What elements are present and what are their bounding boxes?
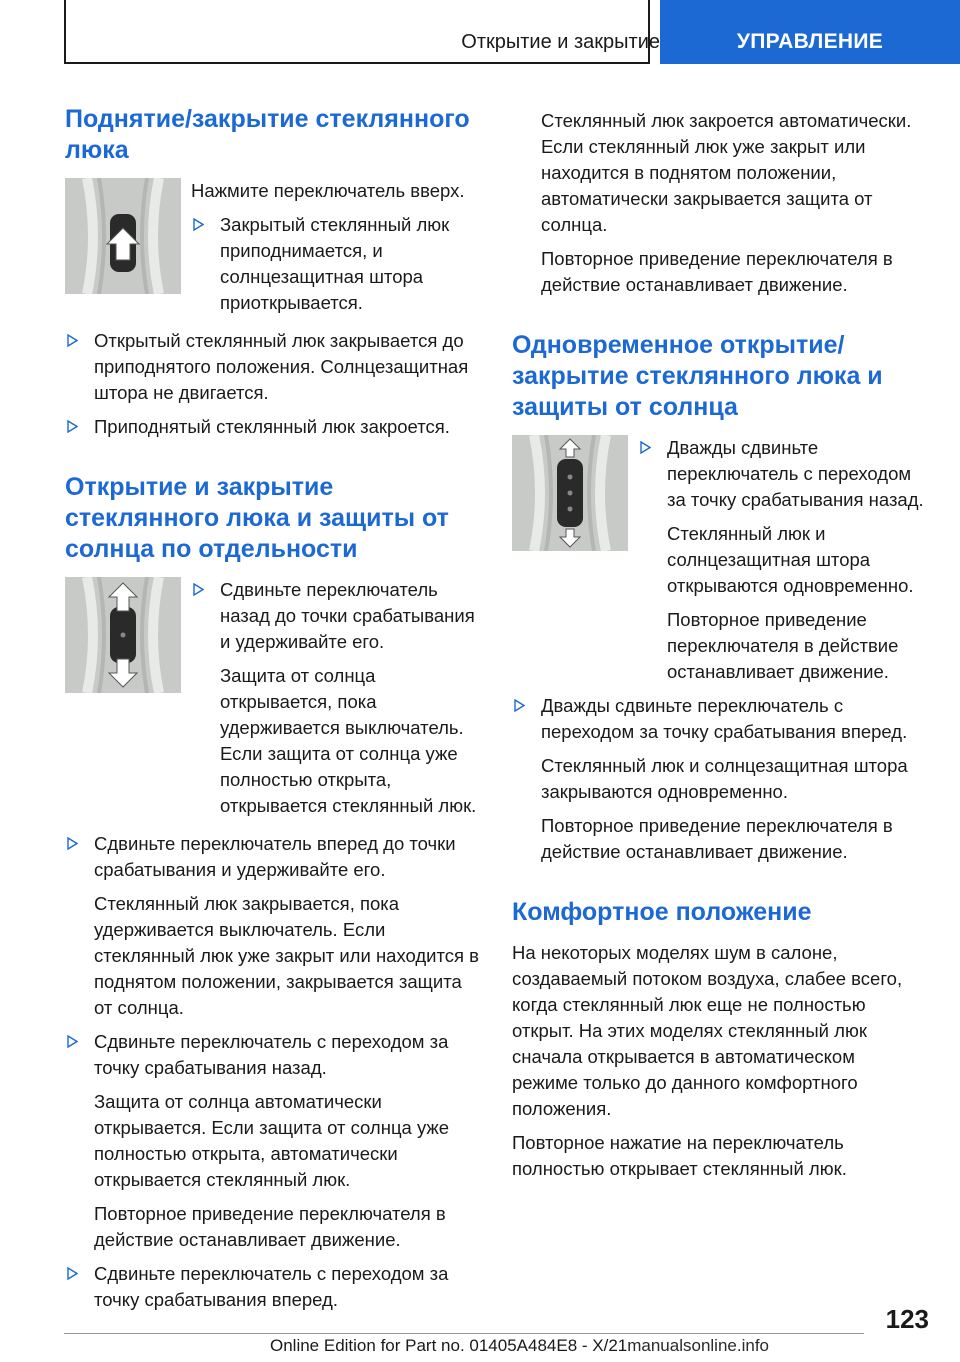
list-item (638, 435, 926, 685)
list-item (65, 328, 479, 406)
triangle-bullet-icon (640, 441, 651, 454)
list-item (65, 1261, 479, 1313)
list-item (191, 577, 479, 819)
sunroof-switch-double-arrows-icon (512, 435, 628, 551)
comfort-paragraph: Повторное нажатие на переключатель полностью открывает стеклянный люк. (512, 1132, 847, 1179)
triangle-bullet-icon (67, 334, 78, 347)
list-item-text: Закрытый стеклянный люк приподнимается, и солнцезащитная штора приоткрывается. (220, 214, 450, 313)
triangle-bullet-icon (514, 699, 525, 712)
footer-edition (270, 1336, 769, 1356)
raise-intro-text: Нажмите переключатель вверх. (191, 180, 465, 201)
continued-text: Повторное приведение переключателя в действие останавливает движение. (541, 248, 893, 295)
list-item (191, 212, 479, 316)
heading-separate-open-close: Открытие и закрытие стеклянного люка и защиты от солнца по отдельности (65, 473, 449, 563)
list-item-text: Повторное приведение переключателя в действие останавливает движение. (94, 1203, 446, 1250)
header-section-title: Открытие и закрытие (461, 31, 660, 53)
triangle-bullet-icon (193, 218, 204, 231)
list-item-text: Дважды сдвиньте переключатель с переходом за точку срабатывания назад. (667, 437, 924, 510)
list-item-text: Открытый стеклянный люк закрывается до приподнятого положения. Солнцезащитная штора не двигается. (94, 330, 469, 403)
triangle-bullet-icon (67, 837, 78, 850)
footer-divider (64, 1333, 864, 1334)
left-column (65, 104, 479, 1321)
triangle-bullet-icon (67, 1035, 78, 1048)
list-item-text: Дважды сдвиньте переключатель с переходом за точку срабатывания вперед. (541, 695, 908, 742)
comfort-paragraph: На некоторых моделях шум в салоне, создаваемый потоком воздуха, слабее всего, когда стеклянный люк еще не полностью открыт. На этих моделях стеклянный люк сначала открывается в автоматическом режиме только до данного комфортного положения. (512, 942, 903, 1119)
list-item-text: Повторное приведение переключателя в действие останавливает движение. (541, 815, 893, 862)
list-item (512, 693, 926, 865)
list-item (65, 831, 479, 1021)
right-column (512, 108, 926, 1190)
list-item-text: Сдвиньте переключатель с переходом за точку срабатывания назад. (94, 1031, 449, 1078)
triangle-bullet-icon (193, 583, 204, 596)
list-item-text: Сдвиньте переключатель с переходом за точку срабатывания вперед. (94, 1263, 449, 1310)
watermark-text: manualsonline.info (627, 1336, 769, 1355)
list-item-text: Сдвиньте переключатель вперед до точки срабатывания и удерживайте его. (94, 833, 456, 880)
header-chapter-tab: УПРАВЛЕНИЕ (660, 0, 960, 64)
triangle-bullet-icon (67, 1267, 78, 1280)
triangle-bullet-icon (67, 420, 78, 433)
edition-text: Online Edition for Part no. 01405A484E8 - X/21 (270, 1336, 628, 1355)
heading-simultaneous-open-close: Одновременное открытие/закрытие стеклянного люка и защиты от солнца (512, 331, 883, 421)
figure-row-separate (65, 577, 479, 819)
continued-text: Стеклянный люк закроется автоматически. Если стеклянный люк уже закрыт или находится в поднятом положении, автоматически закрывается защита от солнца. (541, 110, 912, 235)
list-item-text: Стеклянный люк закрывается, пока удерживается выключатель. Если стеклянный люк уже закрыт или находится в поднятом положении, закрывается защита от солнца. (94, 893, 480, 1018)
page-number: 123 (885, 1304, 929, 1334)
list-item (65, 1029, 479, 1253)
list-item-text: Сдвиньте переключатель назад до точки срабатывания и удерживайте его. (220, 579, 475, 652)
list-item-text: Стеклянный люк и солнцезащитная штора закрываются одновременно. (541, 755, 908, 802)
list-item-text: Повторное приведение переключателя в действие останавливает движение. (667, 609, 899, 682)
list-item-text: Приподнятый стеклянный люк закроется. (94, 416, 450, 437)
list-item (65, 414, 479, 440)
list-item-text: Защита от солнца автоматически открывается. Если защита от солнца уже полностью открыта, автоматически открывается стеклянный люк. (94, 1091, 450, 1190)
heading-comfort-position: Комфортное положение (512, 898, 812, 926)
sunroof-switch-up-arrow-icon (65, 178, 181, 294)
figure-row-raise (65, 178, 479, 316)
list-item-text: Стеклянный люк и солнцезащитная штора открываются одновременно. (667, 523, 914, 596)
list-item-text: Защита от солнца открывается, пока удерживается выключатель. Если защита от солнца уже полностью открыта, открывается стеклянный люк. (220, 665, 477, 816)
sunroof-switch-up-down-arrows-icon (65, 577, 181, 693)
figure-row-simultaneous (512, 435, 926, 685)
heading-raise-close-sunroof: Поднятие/закрытие стеклянного люка (65, 105, 470, 164)
